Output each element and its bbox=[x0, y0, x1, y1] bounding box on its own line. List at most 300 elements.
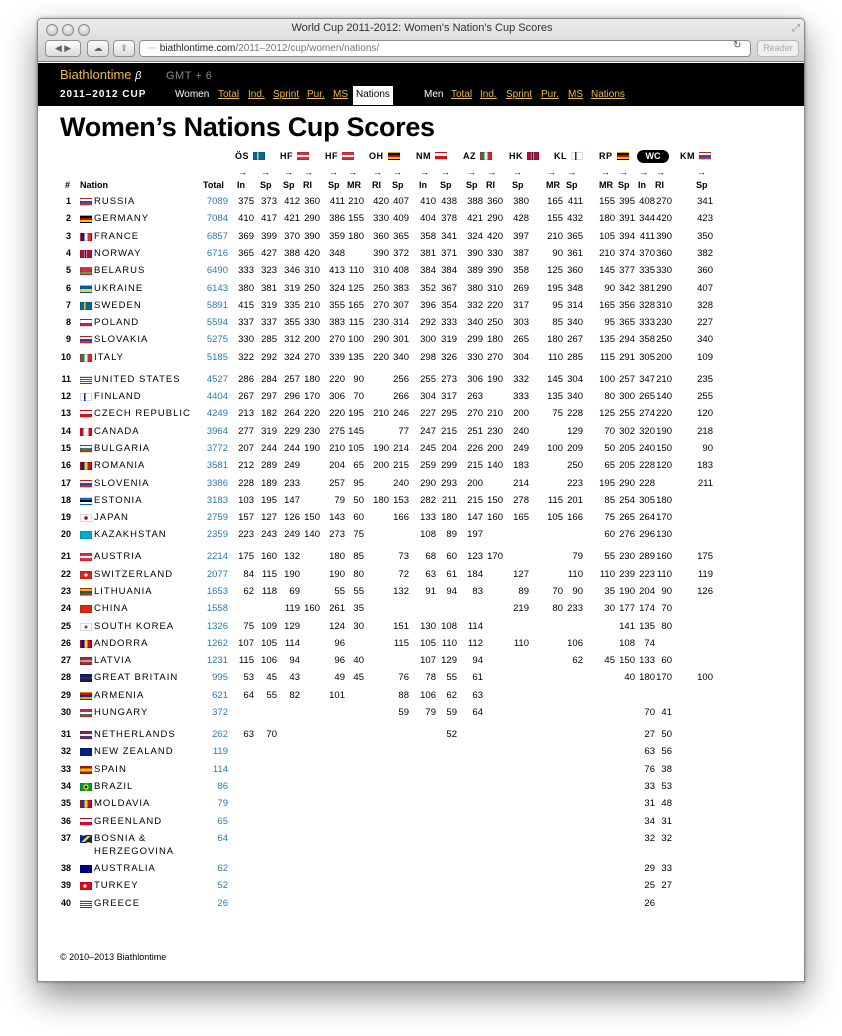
total-link[interactable]: 3581 bbox=[206, 460, 228, 471]
total-link[interactable]: 7089 bbox=[206, 196, 228, 207]
score-cell: 289 bbox=[261, 460, 277, 471]
flag-nor-icon bbox=[527, 152, 539, 160]
total-link[interactable]: 1326 bbox=[206, 621, 228, 632]
total-link[interactable]: 1653 bbox=[206, 586, 228, 597]
score-cell: 91 bbox=[425, 586, 436, 597]
score-cell: 333 bbox=[513, 391, 529, 402]
score-cell: 180 bbox=[487, 334, 503, 345]
flag-ita-icon bbox=[80, 354, 92, 362]
nation-name-text: AUSTRIA bbox=[94, 551, 143, 562]
arrow-icon: → bbox=[441, 167, 450, 177]
score-cell: 60 bbox=[604, 529, 615, 540]
score-cell: 291 bbox=[619, 352, 635, 363]
nation-name-text: SLOVENIA bbox=[94, 478, 150, 489]
score-cell: 82 bbox=[289, 690, 300, 701]
flag-gre-icon bbox=[80, 900, 92, 908]
score-cell: 290 bbox=[656, 283, 672, 294]
score-cell: 94 bbox=[446, 586, 457, 597]
score-cell: 215 bbox=[393, 460, 409, 471]
nation-name bbox=[94, 316, 139, 329]
nation-name-text: CHINA bbox=[94, 603, 129, 614]
flag-swe-icon bbox=[80, 302, 92, 310]
nation-name-text: GREECE bbox=[94, 898, 141, 909]
score-cell: 157 bbox=[238, 512, 254, 523]
nation-name-line2: HERZEGOVINA bbox=[94, 846, 175, 857]
score-cell: 332 bbox=[513, 374, 529, 385]
score-cell: 270 bbox=[487, 352, 503, 363]
score-cell: 306 bbox=[467, 374, 483, 385]
score-cell: 380 bbox=[467, 283, 483, 294]
flag-aut-icon bbox=[342, 152, 354, 160]
total-link[interactable]: 262 bbox=[212, 729, 228, 740]
column-header: RI bbox=[655, 180, 664, 190]
flag-slo-icon bbox=[80, 480, 92, 488]
nation-name-text: KAZAKHSTAN bbox=[94, 529, 167, 540]
score-cell: 397 bbox=[513, 231, 529, 242]
score-cell: 150 bbox=[656, 443, 672, 454]
score-cell: 79 bbox=[425, 707, 436, 718]
flag-swe-icon bbox=[253, 152, 265, 160]
score-cell: 370 bbox=[639, 248, 655, 259]
score-cell: 180 bbox=[599, 213, 615, 224]
address-bar[interactable]: ⋯ biathlontime.com/2011–2012/cup/women/nations/ bbox=[139, 40, 751, 57]
score-cell: 299 bbox=[441, 460, 457, 471]
score-cell: 275 bbox=[329, 426, 345, 437]
total-link[interactable]: 7084 bbox=[206, 213, 228, 224]
score-cell: 130 bbox=[656, 529, 672, 540]
score-cell: 115 bbox=[393, 638, 409, 649]
flag-can-icon bbox=[80, 428, 92, 436]
score-cell: 150 bbox=[619, 655, 635, 666]
score-cell: 166 bbox=[567, 512, 583, 523]
rank-cell: 26 bbox=[60, 638, 71, 648]
flag-pol-icon bbox=[80, 319, 92, 327]
rank-cell: 5 bbox=[65, 265, 71, 275]
score-cell: 220 bbox=[329, 408, 345, 419]
score-cell: 200 bbox=[304, 334, 320, 345]
stage-code: HK bbox=[509, 151, 523, 161]
rank-cell: 22 bbox=[60, 569, 71, 579]
score-cell: 120 bbox=[697, 408, 713, 419]
total-link[interactable]: 114 bbox=[212, 764, 228, 775]
score-cell: 356 bbox=[619, 300, 635, 311]
score-cell: 380 bbox=[513, 196, 529, 207]
score-cell: 358 bbox=[513, 265, 529, 276]
score-cell: 151 bbox=[393, 621, 409, 632]
score-cell: 378 bbox=[441, 213, 457, 224]
score-cell: 420 bbox=[373, 196, 389, 207]
total-link[interactable]: 5594 bbox=[206, 317, 228, 328]
total-link[interactable]: 79 bbox=[217, 798, 228, 809]
flag-blr-icon bbox=[80, 267, 92, 275]
score-cell: 118 bbox=[261, 586, 277, 597]
score-cell: 26 bbox=[644, 898, 655, 909]
total-link[interactable]: 1262 bbox=[206, 638, 228, 649]
nation-name bbox=[94, 351, 124, 364]
score-cell: 270 bbox=[373, 300, 389, 311]
score-cell: 123 bbox=[467, 551, 483, 562]
nation-name-text: SWEDEN bbox=[94, 300, 142, 311]
score-cell: 282 bbox=[420, 495, 436, 506]
rank-cell: 21 bbox=[60, 551, 71, 561]
nav-men-individual[interactable]: Ind. bbox=[480, 89, 497, 100]
flag-nzl-icon bbox=[80, 748, 92, 756]
page-title: Women’s Nations Cup Scores bbox=[60, 112, 435, 142]
score-cell: 62 bbox=[243, 586, 254, 597]
score-cell: 109 bbox=[697, 352, 713, 363]
total-link[interactable]: 119 bbox=[212, 746, 228, 757]
score-cell: 59 bbox=[398, 707, 409, 718]
flag-kor-icon bbox=[80, 623, 92, 631]
score-cell: 290 bbox=[619, 478, 635, 489]
nation-name bbox=[94, 602, 129, 615]
score-cell: 145 bbox=[547, 374, 563, 385]
score-cell: 53 bbox=[661, 781, 672, 792]
total-link[interactable]: 995 bbox=[212, 672, 228, 683]
score-cell: 374 bbox=[619, 248, 635, 259]
total-link[interactable]: 5891 bbox=[206, 300, 228, 311]
back-forward-button[interactable] bbox=[45, 40, 81, 57]
score-cell: 38 bbox=[661, 764, 672, 775]
score-cell: 210 bbox=[487, 408, 503, 419]
reload-icon[interactable]: ↻ bbox=[733, 40, 742, 51]
score-cell: 367 bbox=[441, 283, 457, 294]
score-cell: 129 bbox=[284, 621, 300, 632]
nav-women-total[interactable]: Total bbox=[218, 89, 240, 100]
total-link[interactable]: 2214 bbox=[206, 551, 228, 562]
nav-men-nations[interactable]: Nations bbox=[591, 89, 625, 100]
flag-ita-icon bbox=[480, 152, 492, 160]
score-cell: 255 bbox=[697, 391, 713, 402]
total-link[interactable]: 1558 bbox=[206, 603, 228, 614]
score-cell: 270 bbox=[329, 334, 345, 345]
arrow-icon: → bbox=[567, 167, 576, 177]
score-cell: 165 bbox=[348, 300, 364, 311]
nation-name bbox=[94, 230, 139, 243]
flag-nor-icon bbox=[80, 250, 92, 258]
score-cell: 90 bbox=[604, 283, 615, 294]
score-cell: 317 bbox=[441, 391, 457, 402]
nation-name bbox=[94, 897, 140, 910]
score-cell: 255 bbox=[619, 408, 635, 419]
nav-women-mass-start[interactable]: MS bbox=[333, 89, 348, 100]
arrow-icon: → bbox=[619, 167, 628, 177]
total-link[interactable]: 4404 bbox=[206, 391, 228, 402]
score-cell: 360 bbox=[567, 265, 583, 276]
total-link[interactable]: 3183 bbox=[206, 495, 228, 506]
score-cell: 323 bbox=[261, 265, 277, 276]
total-link[interactable]: 2359 bbox=[206, 529, 228, 540]
score-cell: 127 bbox=[261, 512, 277, 523]
score-cell: 294 bbox=[619, 334, 635, 345]
score-cell: 45 bbox=[353, 672, 364, 683]
back-icon[interactable]: ◀ bbox=[54, 43, 62, 53]
total-link[interactable]: 6716 bbox=[206, 248, 228, 259]
season-label: 2011–2012 CUP bbox=[60, 89, 147, 100]
score-cell: 438 bbox=[441, 196, 457, 207]
score-cell: 360 bbox=[697, 265, 713, 276]
nav-women-pursuit[interactable]: Pur. bbox=[307, 89, 325, 100]
flag-fin-icon bbox=[80, 393, 92, 401]
score-cell: 413 bbox=[329, 265, 345, 276]
score-cell: 140 bbox=[656, 391, 672, 402]
score-cell: 147 bbox=[467, 512, 483, 523]
score-cell: 160 bbox=[487, 512, 503, 523]
score-cell: 285 bbox=[261, 334, 277, 345]
score-cell: 226 bbox=[467, 443, 483, 454]
score-cell: 190 bbox=[487, 374, 503, 385]
score-cell: 317 bbox=[513, 300, 529, 311]
score-cell: 228 bbox=[639, 460, 655, 471]
nav-women-sprint[interactable]: Sprint bbox=[273, 89, 300, 100]
score-cell: 85 bbox=[604, 495, 615, 506]
score-cell: 45 bbox=[604, 655, 615, 666]
nation-name-text: LITHUANIA bbox=[94, 586, 153, 597]
total-link[interactable]: 2759 bbox=[206, 512, 228, 523]
total-link[interactable]: 2077 bbox=[206, 569, 228, 580]
nav-women-nations[interactable]: Nations bbox=[353, 86, 393, 105]
nation-name bbox=[94, 247, 142, 260]
total-link[interactable]: 6490 bbox=[206, 265, 228, 276]
timezone-label: GMT + 6 bbox=[166, 70, 213, 82]
column-header: MR bbox=[347, 180, 361, 190]
score-cell: 180 bbox=[373, 495, 389, 506]
score-cell: 135 bbox=[599, 334, 615, 345]
score-cell: 110 bbox=[513, 638, 529, 649]
flag-mda-icon bbox=[80, 800, 92, 808]
flag-hun-icon bbox=[80, 709, 92, 717]
score-cell: 190 bbox=[619, 586, 635, 597]
total-link[interactable]: 64 bbox=[217, 833, 228, 844]
score-cell: 300 bbox=[619, 391, 635, 402]
stage-header-wc: WC bbox=[637, 150, 669, 163]
nav-men-total[interactable]: Total bbox=[451, 89, 473, 100]
score-cell: 301 bbox=[393, 334, 409, 345]
reader-button[interactable]: Reader bbox=[757, 40, 799, 57]
score-cell: 214 bbox=[393, 443, 409, 454]
score-cell: 65 bbox=[353, 460, 364, 471]
score-cell: 257 bbox=[619, 374, 635, 385]
icloud-tabs-button[interactable] bbox=[87, 40, 109, 57]
score-cell: 180 bbox=[329, 551, 345, 562]
nav-women-individual[interactable]: Ind. bbox=[248, 89, 265, 100]
stage-code: AZ bbox=[463, 151, 476, 161]
score-cell: 210 bbox=[348, 196, 364, 207]
score-cell: 407 bbox=[393, 196, 409, 207]
score-cell: 230 bbox=[656, 317, 672, 328]
score-cell: 189 bbox=[261, 478, 277, 489]
url-path: /2011–2012/cup/women/nations/ bbox=[235, 43, 380, 54]
score-cell: 319 bbox=[261, 426, 277, 437]
nav-men-sprint[interactable]: Sprint bbox=[506, 89, 533, 100]
total-link[interactable]: 3772 bbox=[206, 443, 228, 454]
score-cell: 365 bbox=[619, 317, 635, 328]
score-cell: 381 bbox=[261, 283, 277, 294]
score-cell: 61 bbox=[472, 672, 483, 683]
rank-cell: 36 bbox=[60, 816, 71, 826]
score-cell: 105 bbox=[547, 512, 563, 523]
score-cell: 108 bbox=[420, 529, 436, 540]
score-cell: 84 bbox=[243, 569, 254, 580]
score-cell: 408 bbox=[393, 265, 409, 276]
score-cell: 310 bbox=[373, 265, 389, 276]
total-link[interactable]: 5185 bbox=[206, 352, 228, 363]
stage-code: KL bbox=[554, 151, 567, 161]
total-link[interactable]: 1231 bbox=[206, 655, 228, 666]
nation-name-text: BULGARIA bbox=[94, 443, 151, 454]
score-cell: 43 bbox=[289, 672, 300, 683]
score-cell: 219 bbox=[513, 603, 529, 614]
score-cell: 175 bbox=[697, 551, 713, 562]
score-cell: 112 bbox=[467, 638, 483, 649]
score-cell: 197 bbox=[467, 529, 483, 540]
score-cell: 412 bbox=[284, 196, 300, 207]
score-cell: 79 bbox=[572, 551, 583, 562]
score-cell: 319 bbox=[261, 300, 277, 311]
rank-cell: 37 bbox=[60, 833, 71, 843]
score-cell: 383 bbox=[393, 283, 409, 294]
score-cell: 340 bbox=[567, 317, 583, 328]
score-cell: 25 bbox=[644, 880, 655, 891]
score-cell: 110 bbox=[547, 352, 563, 363]
score-cell: 114 bbox=[284, 638, 300, 649]
flag-ltu-icon bbox=[80, 588, 92, 596]
score-cell: 390 bbox=[467, 248, 483, 259]
score-cell: 70 bbox=[353, 391, 364, 402]
score-cell: 251 bbox=[467, 426, 483, 437]
score-cell: 305 bbox=[639, 495, 655, 506]
score-cell: 70 bbox=[266, 729, 277, 740]
score-cell: 60 bbox=[661, 655, 672, 666]
score-cell: 90 bbox=[702, 443, 713, 454]
score-cell: 267 bbox=[238, 391, 254, 402]
total-link[interactable]: 3386 bbox=[206, 478, 228, 489]
score-cell: 31 bbox=[661, 816, 672, 827]
total-link[interactable]: 4249 bbox=[206, 408, 228, 419]
score-cell: 50 bbox=[353, 495, 364, 506]
score-cell: 220 bbox=[487, 300, 503, 311]
rank-cell: 25 bbox=[60, 621, 71, 631]
score-cell: 60 bbox=[353, 512, 364, 523]
score-cell: 220 bbox=[373, 352, 389, 363]
nation-name-text: NETHERLANDS bbox=[94, 729, 176, 740]
score-cell: 337 bbox=[261, 317, 277, 328]
score-cell: 95 bbox=[552, 300, 563, 311]
score-cell: 40 bbox=[624, 672, 635, 683]
score-cell: 312 bbox=[284, 334, 300, 345]
total-link[interactable]: 6143 bbox=[206, 283, 228, 294]
score-cell: 388 bbox=[284, 248, 300, 259]
nation-name bbox=[94, 550, 142, 563]
score-cell: 290 bbox=[487, 213, 503, 224]
score-cell: 180 bbox=[547, 334, 563, 345]
score-cell: 267 bbox=[567, 334, 583, 345]
score-cell: 223 bbox=[238, 529, 254, 540]
nation-name-text: LATVIA bbox=[94, 655, 133, 666]
score-cell: 420 bbox=[656, 213, 672, 224]
score-cell: 160 bbox=[261, 551, 277, 562]
score-cell: 286 bbox=[238, 374, 254, 385]
score-cell: 150 bbox=[304, 512, 320, 523]
score-cell: 307 bbox=[393, 300, 409, 311]
score-cell: 290 bbox=[304, 213, 320, 224]
score-cell: 141 bbox=[619, 621, 635, 632]
nation-name bbox=[94, 862, 156, 875]
score-cell: 348 bbox=[329, 248, 345, 259]
score-cell: 64 bbox=[472, 707, 483, 718]
share-button[interactable] bbox=[113, 40, 135, 57]
score-cell: 273 bbox=[441, 374, 457, 385]
score-cell: 244 bbox=[284, 443, 300, 454]
score-cell: 314 bbox=[567, 300, 583, 311]
total-link[interactable]: 6857 bbox=[206, 231, 228, 242]
rank-cell: 33 bbox=[60, 764, 71, 774]
site-logo[interactable] bbox=[60, 67, 141, 82]
flag-kaz-icon bbox=[80, 531, 92, 539]
total-link[interactable]: 372 bbox=[212, 707, 228, 718]
score-cell: 69 bbox=[289, 586, 300, 597]
score-cell: 341 bbox=[441, 231, 457, 242]
score-cell: 265 bbox=[639, 391, 655, 402]
score-cell: 77 bbox=[398, 426, 409, 437]
nation-header: Nation bbox=[80, 180, 108, 190]
score-cell: 340 bbox=[467, 317, 483, 328]
score-cell: 109 bbox=[261, 621, 277, 632]
nation-name bbox=[94, 654, 132, 667]
total-link[interactable]: 5275 bbox=[206, 334, 228, 345]
nav-men-pursuit[interactable]: Pur. bbox=[541, 89, 559, 100]
score-cell: 180 bbox=[441, 512, 457, 523]
score-cell: 195 bbox=[547, 283, 563, 294]
total-link[interactable]: 86 bbox=[217, 781, 228, 792]
total-link[interactable]: 26 bbox=[217, 898, 228, 909]
rank-cell: 1 bbox=[65, 196, 71, 206]
score-cell: 220 bbox=[656, 408, 672, 419]
score-cell: 319 bbox=[441, 334, 457, 345]
total-link[interactable]: 3964 bbox=[206, 426, 228, 437]
rank-cell: 20 bbox=[60, 529, 71, 539]
stage-code: ÖS bbox=[235, 151, 250, 161]
total-link[interactable]: 52 bbox=[217, 880, 228, 891]
nation-name-text: GREENLAND bbox=[94, 816, 163, 827]
nation-name-text: RUSSIA bbox=[94, 196, 136, 207]
fullscreen-icon[interactable]: ⤢ bbox=[792, 23, 800, 34]
nav-men-mass-start[interactable]: MS bbox=[568, 89, 583, 100]
total-link[interactable]: 621 bbox=[212, 690, 228, 701]
column-header: MR bbox=[546, 180, 560, 190]
nation-name-text: JAPAN bbox=[94, 512, 129, 523]
score-cell: 399 bbox=[261, 231, 277, 242]
score-cell: 129 bbox=[441, 655, 457, 666]
score-cell: 250 bbox=[487, 317, 503, 328]
total-link[interactable]: 65 bbox=[217, 816, 228, 827]
flag-esp-icon bbox=[80, 766, 92, 774]
nation-name-text: MOLDAVIA bbox=[94, 798, 151, 809]
column-header: RI bbox=[303, 180, 312, 190]
flag-ger-icon bbox=[388, 152, 400, 160]
score-cell: 63 bbox=[243, 729, 254, 740]
score-cell: 63 bbox=[425, 569, 436, 580]
total-link[interactable]: 62 bbox=[217, 863, 228, 874]
nation-name bbox=[94, 780, 133, 793]
score-cell: 70 bbox=[661, 603, 672, 614]
score-cell: 53 bbox=[243, 672, 254, 683]
total-link[interactable]: 4527 bbox=[206, 374, 228, 385]
column-header: Sp bbox=[440, 180, 452, 190]
flag-fra-icon bbox=[80, 233, 92, 241]
forward-icon[interactable]: ▶ bbox=[64, 43, 72, 53]
score-cell: 328 bbox=[639, 300, 655, 311]
